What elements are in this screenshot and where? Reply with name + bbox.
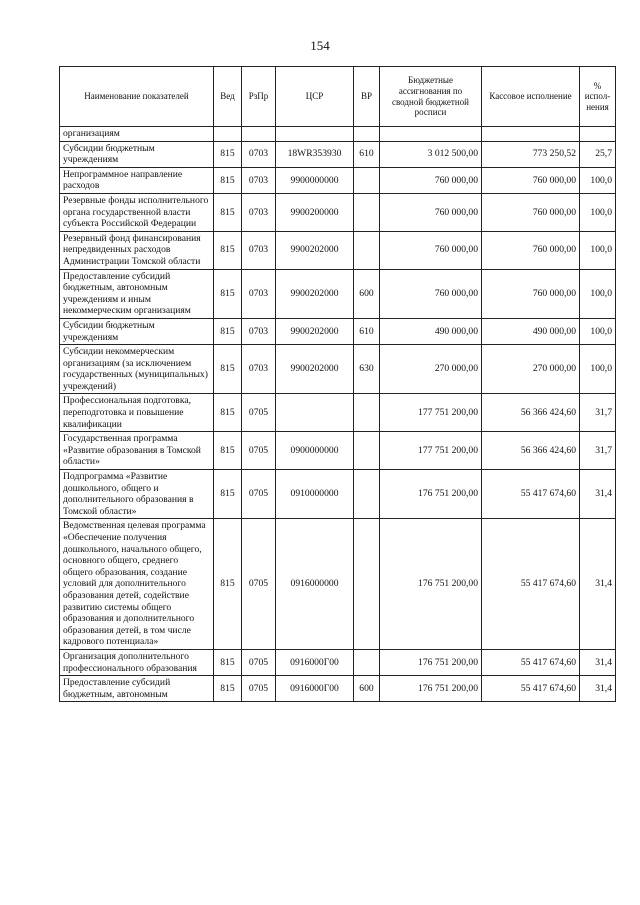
row-cash: 56 366 424,60 — [482, 394, 580, 432]
row-ved: 815 — [214, 231, 242, 269]
row-ved — [214, 127, 242, 142]
row-budget: 760 000,00 — [380, 193, 482, 231]
table-body — [60, 127, 616, 702]
row-cash: 760 000,00 — [482, 231, 580, 269]
table-header — [60, 67, 616, 127]
row-name: организациям — [60, 127, 214, 142]
row-rzpr: 0705 — [242, 676, 276, 702]
row-csr — [276, 394, 354, 432]
row-name: Подпрограмма «Развитие дошкольного, общего и дополнительного образования в Томской области» — [60, 470, 214, 519]
row-vr — [354, 470, 380, 519]
header-vr: ВР — [354, 67, 380, 127]
row-pct: 31,4 — [580, 470, 616, 519]
row-budget: 177 751 200,00 — [380, 394, 482, 432]
row-budget: 270 000,00 — [380, 345, 482, 394]
table-row — [60, 519, 616, 650]
row-ved: 815 — [214, 394, 242, 432]
table-row — [60, 394, 616, 432]
row-csr: 0916000Г00 — [276, 676, 354, 702]
row-pct — [580, 127, 616, 142]
row-pct: 31,7 — [580, 394, 616, 432]
row-vr — [354, 519, 380, 650]
row-pct: 100,0 — [580, 269, 616, 318]
row-ved: 815 — [214, 167, 242, 193]
row-budget: 176 751 200,00 — [380, 519, 482, 650]
table-row — [60, 269, 616, 318]
row-vr — [354, 394, 380, 432]
row-csr: 9900202000 — [276, 269, 354, 318]
row-csr: 0900000000 — [276, 432, 354, 470]
row-vr — [354, 167, 380, 193]
row-csr: 18WR353930 — [276, 141, 354, 167]
row-cash: 773 250,52 — [482, 141, 580, 167]
row-vr: 610 — [354, 141, 380, 167]
row-ved: 815 — [214, 193, 242, 231]
row-name: Субсидии бюджетным учреждениям — [60, 141, 214, 167]
row-rzpr: 0703 — [242, 141, 276, 167]
row-budget: 490 000,00 — [380, 318, 482, 344]
row-cash: 760 000,00 — [482, 167, 580, 193]
row-csr: 0910000000 — [276, 470, 354, 519]
header-ved: Вед — [214, 67, 242, 127]
row-ved: 815 — [214, 269, 242, 318]
row-budget: 3 012 500,00 — [380, 141, 482, 167]
table-row — [60, 193, 616, 231]
row-cash: 270 000,00 — [482, 345, 580, 394]
row-csr: 0916000000 — [276, 519, 354, 650]
row-pct: 100,0 — [580, 167, 616, 193]
row-ved: 815 — [214, 432, 242, 470]
row-csr: 9900200000 — [276, 193, 354, 231]
row-pct: 100,0 — [580, 193, 616, 231]
row-name: Непрограммное направление расходов — [60, 167, 214, 193]
row-cash: 55 417 674,60 — [482, 519, 580, 650]
row-cash: 490 000,00 — [482, 318, 580, 344]
row-rzpr: 0703 — [242, 345, 276, 394]
row-pct: 31,4 — [580, 676, 616, 702]
row-vr — [354, 231, 380, 269]
row-name: Государственная программа «Развитие образования в Томской области» — [60, 432, 214, 470]
row-cash — [482, 127, 580, 142]
row-cash: 55 417 674,60 — [482, 676, 580, 702]
row-name: Субсидии бюджетным учреждениям — [60, 318, 214, 344]
header-rzpr: РзПр — [242, 67, 276, 127]
row-vr: 600 — [354, 676, 380, 702]
row-budget: 176 751 200,00 — [380, 649, 482, 675]
row-name: Субсидии некоммерческим организациям (за исключением государственных (муниципальных) учреждений) — [60, 345, 214, 394]
row-rzpr: 0705 — [242, 649, 276, 675]
row-rzpr: 0705 — [242, 470, 276, 519]
row-rzpr: 0703 — [242, 193, 276, 231]
row-name: Организация дополнительного профессионального образования — [60, 649, 214, 675]
table-row — [60, 167, 616, 193]
row-name: Предоставление субсидий бюджетным, автономным — [60, 676, 214, 702]
table-row — [60, 318, 616, 344]
header-pct: % испол-нения — [580, 67, 616, 127]
row-rzpr: 0703 — [242, 231, 276, 269]
row-pct: 100,0 — [580, 318, 616, 344]
page-number: 154 — [310, 38, 330, 53]
row-vr — [354, 649, 380, 675]
row-vr: 610 — [354, 318, 380, 344]
row-cash: 55 417 674,60 — [482, 470, 580, 519]
row-ved: 815 — [214, 676, 242, 702]
header-cash: Кассовое исполнение — [482, 67, 580, 127]
row-ved: 815 — [214, 345, 242, 394]
row-csr: 9900000000 — [276, 167, 354, 193]
row-rzpr: 0703 — [242, 269, 276, 318]
row-pct: 100,0 — [580, 231, 616, 269]
row-vr — [354, 432, 380, 470]
row-ved: 815 — [214, 649, 242, 675]
row-name: Ведомственная целевая программа «Обеспечение получения дошкольного, начального общего, основного общего, среднего общего образования, создание условий для дополнительного образования детей, содействие развитию системы общего образования и дополнительного образования детей, в том числе кадрового потенциала» — [60, 519, 214, 650]
row-vr — [354, 127, 380, 142]
row-rzpr: 0705 — [242, 394, 276, 432]
row-vr — [354, 193, 380, 231]
row-pct: 31,4 — [580, 649, 616, 675]
row-csr: 0916000Г00 — [276, 649, 354, 675]
row-name: Резервные фонды исполнительного органа государственной власти субъекта Российской Федерации — [60, 193, 214, 231]
budget-execution-table — [59, 66, 616, 702]
table-row — [60, 470, 616, 519]
row-budget: 760 000,00 — [380, 231, 482, 269]
row-csr: 9900202000 — [276, 345, 354, 394]
header-name: Наименование показателей — [60, 67, 214, 127]
row-csr: 9900202000 — [276, 318, 354, 344]
row-rzpr: 0703 — [242, 167, 276, 193]
row-budget: 760 000,00 — [380, 167, 482, 193]
table-row — [60, 649, 616, 675]
row-vr: 600 — [354, 269, 380, 318]
row-cash: 760 000,00 — [482, 269, 580, 318]
table-row — [60, 127, 616, 142]
row-pct: 25,7 — [580, 141, 616, 167]
row-rzpr: 0705 — [242, 519, 276, 650]
table-row — [60, 676, 616, 702]
row-csr: 9900202000 — [276, 231, 354, 269]
row-cash: 760 000,00 — [482, 193, 580, 231]
row-budget: 177 751 200,00 — [380, 432, 482, 470]
row-budget: 176 751 200,00 — [380, 470, 482, 519]
row-name: Профессиональная подготовка, переподготовка и повышение квалификации — [60, 394, 214, 432]
row-budget: 760 000,00 — [380, 269, 482, 318]
row-cash: 55 417 674,60 — [482, 649, 580, 675]
row-ved: 815 — [214, 141, 242, 167]
row-name: Предоставление субсидий бюджетным, автономным учреждениям и иным некоммерческим организациям — [60, 269, 214, 318]
table-row — [60, 345, 616, 394]
row-rzpr: 0705 — [242, 432, 276, 470]
table-row — [60, 432, 616, 470]
row-rzpr: 0703 — [242, 318, 276, 344]
row-cash: 56 366 424,60 — [482, 432, 580, 470]
row-pct: 100,0 — [580, 345, 616, 394]
row-vr: 630 — [354, 345, 380, 394]
row-rzpr — [242, 127, 276, 142]
row-pct: 31,7 — [580, 432, 616, 470]
row-name: Резервный фонд финансирования непредвиденных расходов Администрации Томской области — [60, 231, 214, 269]
row-budget: 176 751 200,00 — [380, 676, 482, 702]
table-row — [60, 141, 616, 167]
table-row — [60, 231, 616, 269]
header-csr: ЦСР — [276, 67, 354, 127]
row-ved: 815 — [214, 318, 242, 344]
row-ved: 815 — [214, 519, 242, 650]
row-pct: 31,4 — [580, 519, 616, 650]
row-ved: 815 — [214, 470, 242, 519]
row-csr — [276, 127, 354, 142]
header-budget: Бюджетные ассигнования по сводной бюджетной росписи — [380, 67, 482, 127]
row-budget — [380, 127, 482, 142]
